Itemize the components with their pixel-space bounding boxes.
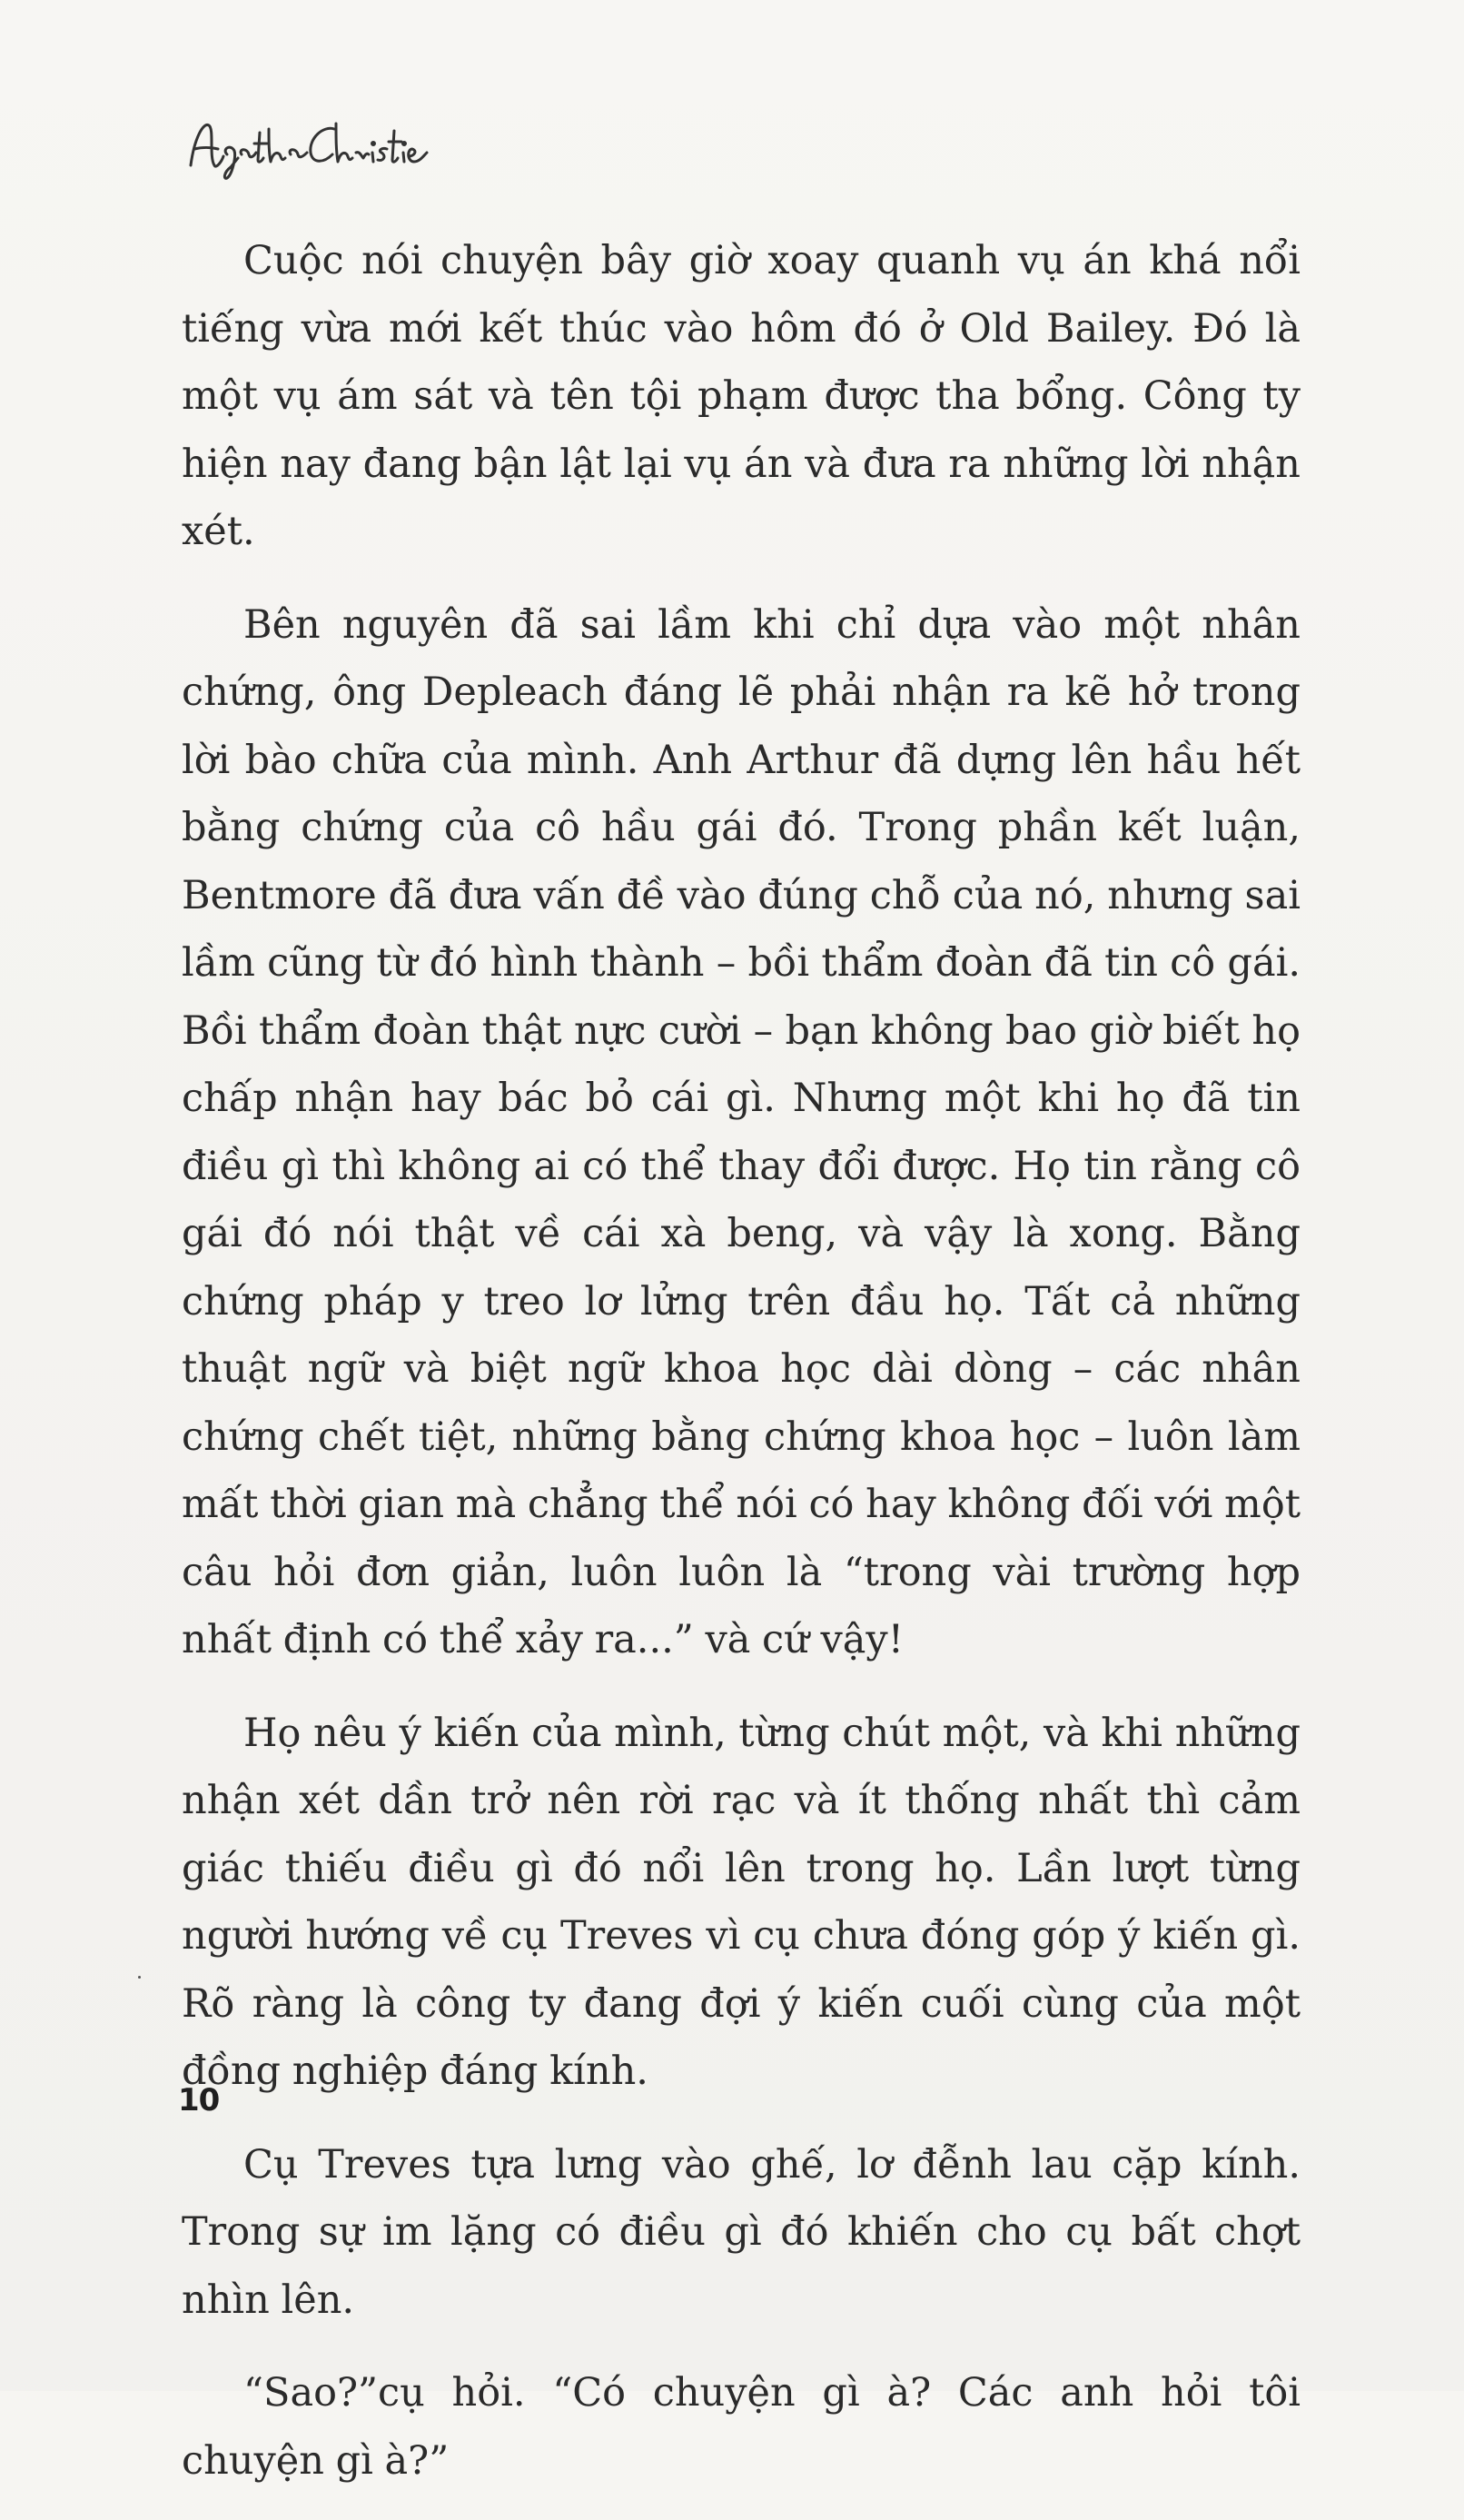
paragraph-4: Cụ Treves tựa lưng vào ghế, lơ đễnh lau cặp kính. Trong sự im lặng có điều gì đó khiến cho cụ bất chợt nhìn lên. [182, 2141, 1301, 2323]
paper-speck [138, 1976, 141, 1979]
chapter-body [182, 227, 1301, 2520]
paragraph-5: “Sao?”cụ hỏi. “Có chuyện gì à? Các anh hỏi tôi chuyện gì à?” [182, 2370, 1301, 2484]
signature-icon [182, 102, 436, 184]
paragraph-2: Bên nguyên đã sai lầm khi chỉ dựa vào một nhân chứng, ông Depleach đáng lẽ phải nhận ra kẽ hở trong lời bào chữa của mình. Anh Arthur đã dựng lên hầu hết bằng chứng của cô hầu gái đó. Trong phần kết luận, Bentmore đã đưa vấn đề vào đúng chỗ của nó, nhưng sai lầm cũng từ đó hình thành – bồi thẩm đoàn đã tin cô gái. Bồi thẩm đoàn thật nực cười – bạn không bao giờ biết họ chấp nhận hay bác bỏ cái gì. Nhưng một khi họ đã tin điều gì thì không ai có thể thay đổi được. Họ tin rằng cô gái đó nói thật về cái xà beng, và vậy là xong. Bằng chứng pháp y treo lơ lửng trên đầu họ. Tất cả những thuật ngữ và biệt ngữ khoa học dài dòng – các nhân chứng chết tiệt, những bằng chứng khoa học – luôn làm mất thời gian mà chẳng thể nói có hay không đối với một câu hỏi đơn giản, luôn luôn là “trong vài trường hợp nhất định có thể xảy ra...” và cứ vậy! [182, 601, 1301, 1662]
author-signature [182, 102, 436, 184]
paragraph-1: Cuộc nói chuyện bây giờ xoay quanh vụ án khá nổi tiếng vừa mới kết thúc vào hôm đó ở Old Bailey. Đó là một vụ ám sát và tên tội phạm được tha bổng. Công ty hiện nay đang bận lật lại vụ án và đưa ra những lời nhận xét. [182, 238, 1301, 554]
paragraph-3: Họ nêu ý kiến của mình, từng chút một, và khi những nhận xét dần trở nên rời rạc và ít thống nhất thì cảm giác thiếu điều gì đó nổi lên trong họ. Lần lượt từng người hướng về cụ Treves vì cụ chưa đóng góp ý kiến gì. Rõ ràng là công ty đang đợi ý kiến cuối cùng của một đồng nghiệp đáng kính. [182, 1710, 1301, 2094]
page-number: 10 [178, 2082, 220, 2118]
